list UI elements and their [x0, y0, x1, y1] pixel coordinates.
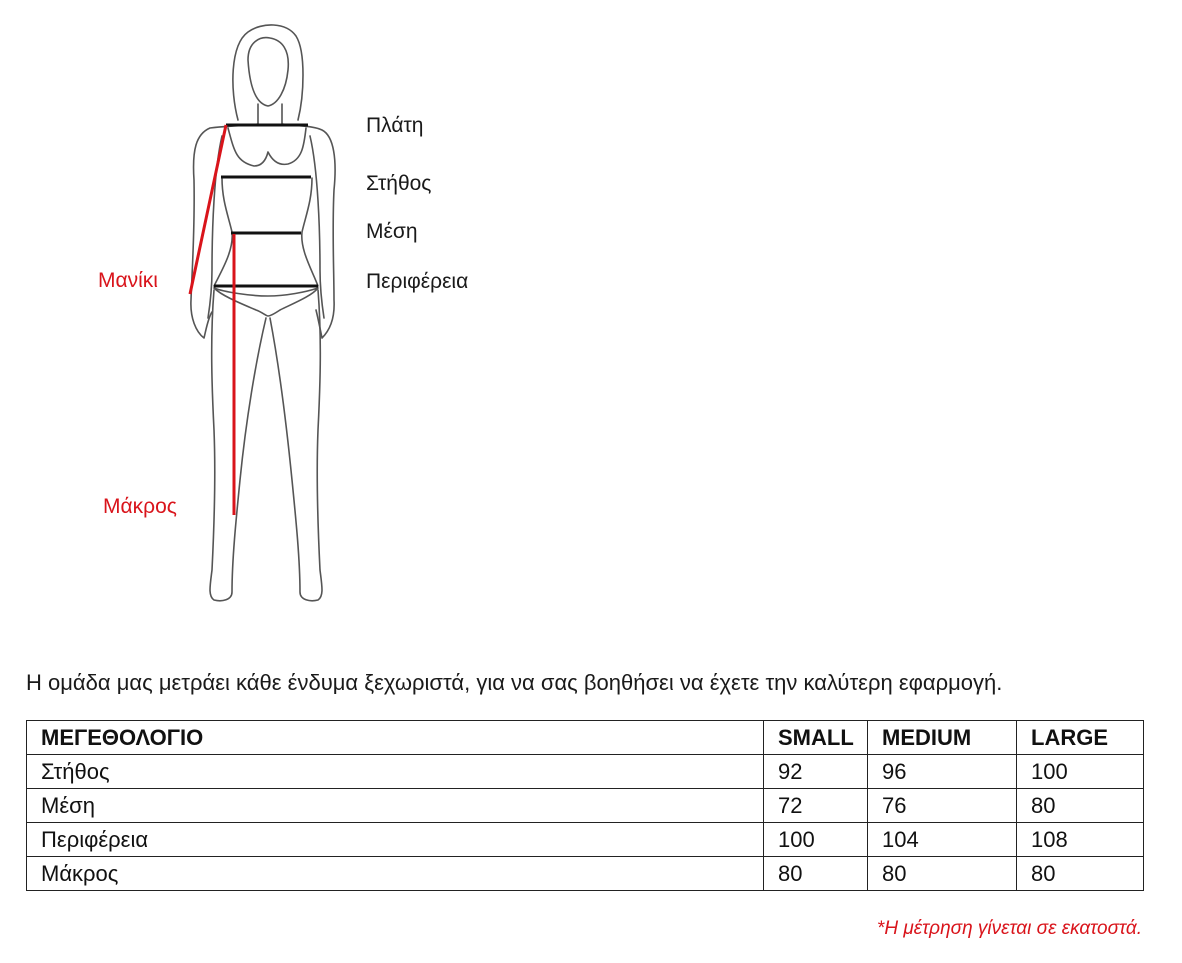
row-label: Μάκρος: [27, 857, 764, 891]
label-chest: Στήθος: [366, 172, 432, 195]
row-label: Στήθος: [27, 755, 764, 789]
label-waist: Μέση: [366, 220, 418, 243]
top-outline: [228, 128, 306, 166]
row-label: Μέση: [27, 789, 764, 823]
table-header-row: [27, 721, 1144, 755]
row-label: Περιφέρεια: [27, 823, 764, 857]
cell-small: 100: [764, 823, 868, 857]
cell-small: 92: [764, 755, 868, 789]
cell-large: 80: [1017, 789, 1144, 823]
size-table: [26, 720, 1144, 891]
label-hips: Περιφέρεια: [366, 270, 469, 293]
face-outline: [248, 38, 288, 106]
cell-medium: 96: [868, 755, 1017, 789]
header-size-chart: ΜΕΓΕΘΟΛΟΓΙΟ: [27, 721, 764, 755]
cell-small: 80: [764, 857, 868, 891]
legs-outline: [210, 290, 266, 601]
header-small: SMALL: [764, 721, 868, 755]
cell-medium: 104: [868, 823, 1017, 857]
cell-medium: 80: [868, 857, 1017, 891]
label-sleeve: Μανίκι: [98, 269, 158, 292]
label-length: Μάκρος: [103, 495, 177, 518]
briefs-outline: [214, 288, 318, 316]
header-medium: MEDIUM: [868, 721, 1017, 755]
cell-large: 100: [1017, 755, 1144, 789]
label-back: Πλάτη: [366, 114, 424, 137]
measurement-note: *Η μέτρηση γίνεται σε εκατοστά.: [876, 918, 1142, 939]
intro-text: Η ομάδα μας μετράει κάθε ένδυμα ξεχωριστά, για να σας βοηθήσει να έχετε την καλύτερη εφαρμογή.: [26, 670, 1003, 695]
cell-small: 72: [764, 789, 868, 823]
table-row: [27, 823, 1144, 857]
table-row: [27, 857, 1144, 891]
header-large: LARGE: [1017, 721, 1144, 755]
table-row: [27, 755, 1144, 789]
cell-large: 80: [1017, 857, 1144, 891]
cell-large: 108: [1017, 823, 1144, 857]
cell-medium: 76: [868, 789, 1017, 823]
table-row: [27, 789, 1144, 823]
